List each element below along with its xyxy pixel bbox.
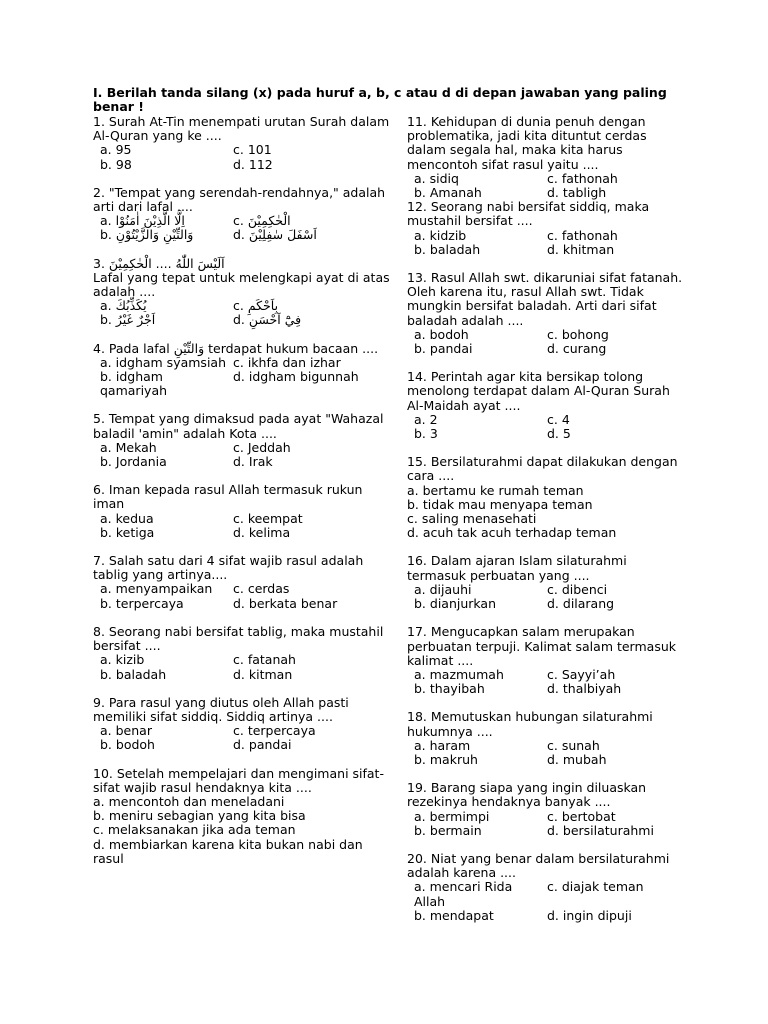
answer-options bbox=[407, 668, 687, 696]
answer-option[interactable]: d. اَسْفَلَ سٰفِلِيْنَ bbox=[233, 227, 317, 243]
answer-option[interactable]: d. فِيْٓ اَحْسَنِ bbox=[233, 312, 302, 328]
answer-option[interactable]: a. mazmumah bbox=[414, 666, 504, 682]
question-item bbox=[407, 852, 687, 923]
answer-option[interactable]: c. fathonah bbox=[547, 227, 618, 243]
answer-option[interactable]: c. saling menasehati bbox=[407, 511, 537, 527]
question-item bbox=[93, 483, 393, 540]
question-item bbox=[407, 710, 687, 767]
answer-options bbox=[93, 582, 393, 610]
answer-option[interactable]: a. bertamu ke rumah teman bbox=[407, 482, 584, 498]
answer-option[interactable]: a. kidzib bbox=[414, 227, 467, 243]
answer-option[interactable]: a. يُكَذِّبُكَ bbox=[100, 298, 147, 314]
answer-option[interactable]: d. kitman bbox=[233, 666, 293, 682]
answer-options bbox=[93, 724, 393, 752]
answer-options bbox=[407, 484, 687, 541]
question-item bbox=[93, 696, 393, 753]
answer-option[interactable]: d. thalbiyah bbox=[547, 681, 622, 697]
answer-option[interactable]: a. dijauhi bbox=[414, 581, 472, 597]
question-item bbox=[93, 412, 393, 469]
answer-option[interactable]: c. dibenci bbox=[547, 581, 608, 597]
answer-option[interactable]: d. tabligh bbox=[547, 185, 607, 201]
question-item bbox=[407, 455, 687, 540]
answer-option[interactable]: a. kedua bbox=[100, 510, 154, 526]
question-stem: 16. Dalam ajaran Islam silaturahmi termasuk perbuatan yang .... bbox=[407, 553, 627, 583]
answer-option[interactable]: d. 5 bbox=[547, 426, 571, 442]
answer-option[interactable]: c. fatanah bbox=[233, 652, 296, 668]
answer-option[interactable]: c. diajak teman bbox=[547, 879, 644, 895]
answer-option[interactable]: b. mendapat bbox=[414, 907, 494, 923]
question-stem: 9. Para rasul yang diutus oleh Allah pasti memiliki sifat siddiq. Siddiq artinya .... bbox=[93, 694, 349, 724]
answer-option[interactable]: b. bermain bbox=[414, 822, 482, 838]
answer-option[interactable]: b. tidak mau menyapa teman bbox=[407, 496, 593, 512]
question-item bbox=[93, 257, 393, 328]
answer-option[interactable]: c. ikhfa dan izhar bbox=[233, 354, 341, 370]
answer-option[interactable]: a. menyampaikan bbox=[100, 581, 213, 597]
question-stem: 2. "Tempat yang serendah-rendahnya," adalah arti dari lafal .... bbox=[93, 184, 386, 215]
question-item bbox=[93, 115, 393, 172]
question-stem: 4. Pada lafal وَالتِّيْنِ terdapat hukum bacaan .... bbox=[93, 340, 379, 356]
question-item bbox=[93, 186, 393, 243]
answer-option[interactable]: c. melaksanakan jika ada teman bbox=[93, 822, 296, 838]
answer-options bbox=[93, 512, 393, 540]
answer-option[interactable]: b. dianjurkan bbox=[414, 596, 497, 612]
answer-option[interactable]: a. 95 bbox=[100, 142, 132, 158]
answer-option[interactable]: d. bersilaturahmi bbox=[547, 822, 654, 838]
answer-option[interactable]: a. bermimpi bbox=[414, 808, 490, 824]
question-item bbox=[407, 271, 687, 356]
right-column bbox=[407, 115, 687, 937]
answer-option[interactable]: c. 101 bbox=[233, 142, 272, 158]
question-item bbox=[407, 200, 687, 257]
answer-option[interactable]: c. cerdas bbox=[233, 581, 290, 597]
question-stem: 6. Iman kepada rasul Allah termasuk rukun iman bbox=[93, 482, 363, 512]
answer-option[interactable]: a. benar bbox=[100, 723, 152, 739]
answer-option[interactable]: c. keempat bbox=[233, 510, 303, 526]
answer-options bbox=[407, 583, 687, 611]
answer-options bbox=[407, 880, 687, 923]
answer-option[interactable]: d. berkata benar bbox=[233, 595, 338, 611]
answer-option[interactable]: b. ketiga bbox=[100, 524, 155, 540]
answer-option[interactable]: b. terpercaya bbox=[100, 595, 184, 611]
answer-option[interactable]: c. bertobat bbox=[547, 808, 616, 824]
answer-option[interactable]: d. kelima bbox=[233, 524, 291, 540]
answer-option[interactable]: a. 2 bbox=[414, 411, 438, 427]
answer-options bbox=[407, 810, 687, 838]
answer-options bbox=[407, 328, 687, 356]
answer-option[interactable]: d. ingin dipuji bbox=[547, 907, 632, 923]
answer-option[interactable]: b. pandai bbox=[414, 341, 473, 357]
answer-option[interactable]: a. idgham syamsiah bbox=[100, 354, 226, 370]
instruction-heading: I. Berilah tanda silang (x) pada huruf a, b, c atau d di depan jawaban yang paling benar ! bbox=[93, 85, 667, 114]
question-stem: 14. Perintah agar kita bersikap tolong menolong terdapat dalam Al-Quran Surah Al-Maidah ayat .... bbox=[407, 369, 670, 413]
answer-option[interactable]: c. Jeddah bbox=[233, 439, 291, 455]
question-stem: 12. Seorang nabi bersifat siddiq, maka mustahil bersifat .... bbox=[407, 199, 650, 229]
answer-option[interactable]: d. 112 bbox=[233, 156, 273, 172]
question-stem: 10. Setelah mempelajari dan mengimani sifat-sifat wajib rasul hendaknya kita .... bbox=[93, 765, 384, 795]
question-stem: 13. Rasul Allah swt. dikaruniai sifat fatanah. Oleh karena itu, rasul Allah swt. Tidak mungkin bersifat baladah. Arti dari sifat baladah adalah .... bbox=[407, 270, 683, 328]
left-column bbox=[93, 115, 393, 880]
answer-option[interactable]: c. sunah bbox=[547, 737, 600, 753]
question-stem: 18. Memutuskan hubungan silaturahmi hukumnya .... bbox=[407, 709, 653, 739]
answer-option[interactable]: d. curang bbox=[547, 341, 607, 357]
question-stem: 11. Kehidupan di dunia penuh dengan problematika, jadi kita dituntut cerdas dalam segala hal, maka kita harus mencontoh sifat rasul yaitu .... bbox=[407, 114, 647, 172]
answer-options bbox=[407, 413, 687, 441]
answer-option[interactable]: b. Amanah bbox=[414, 185, 482, 201]
question-item bbox=[93, 625, 393, 682]
answer-option[interactable]: b. meniru sebagian yang kita bisa bbox=[93, 808, 306, 824]
answer-options bbox=[93, 795, 393, 866]
answer-option[interactable]: c. الْحٰكِمِيْنَ bbox=[233, 213, 291, 229]
answer-option[interactable]: d. Irak bbox=[233, 454, 273, 470]
answer-option[interactable]: c. terpercaya bbox=[233, 723, 316, 739]
answer-option[interactable]: d. mubah bbox=[547, 751, 607, 767]
answer-option[interactable]: d. pandai bbox=[233, 737, 292, 753]
question-item bbox=[407, 625, 687, 696]
answer-option[interactable]: b. makruh bbox=[414, 751, 478, 767]
question-stem: 1. Surah At-Tin menempati urutan Surah dalam Al-Quran yang ke .... bbox=[93, 114, 390, 144]
answer-option[interactable]: d. acuh tak acuh terhadap teman bbox=[407, 525, 617, 541]
answer-options bbox=[93, 299, 393, 327]
answer-options bbox=[407, 172, 687, 200]
answer-options bbox=[407, 229, 687, 257]
answer-option[interactable]: b. bodoh bbox=[100, 737, 155, 753]
question-item bbox=[407, 370, 687, 441]
answer-option[interactable]: d. dilarang bbox=[547, 596, 615, 612]
question-stem: 5. Tempat yang dimaksud pada ayat "Wahazal baladil 'amin" adalah Kota .... bbox=[93, 411, 384, 441]
answer-option[interactable]: b. اَجْرٌ غَيْرُ bbox=[100, 312, 156, 328]
question-item bbox=[407, 554, 687, 611]
answer-option[interactable]: a. mencontoh dan meneladani bbox=[93, 793, 285, 809]
question-item bbox=[407, 115, 687, 200]
answer-option[interactable]: b. baladah bbox=[100, 666, 167, 682]
answer-option[interactable]: d. khitman bbox=[547, 241, 615, 257]
question-stem: 15. Bersilaturahmi dapat dilakukan dengan cara .... bbox=[407, 454, 678, 484]
answer-option[interactable]: b. وَالتِّيْنِ وَالزَّيْتُوْنِ bbox=[100, 227, 194, 243]
question-item bbox=[93, 342, 393, 399]
answer-option[interactable]: c. Sayyi’ah bbox=[547, 666, 616, 682]
question-item bbox=[93, 767, 393, 866]
question-stem: 8. Seorang nabi bersifat tablig, maka mustahil bersifat .... bbox=[93, 623, 384, 654]
answer-option[interactable]: b. 98 bbox=[100, 156, 132, 172]
question-stem: 3. اَلَيْسَ اللّٰهُ .... الْحٰكِمِيْنَ bbox=[93, 255, 225, 271]
question-stem: 19. Barang siapa yang ingin diluaskan rezekinya hendaknya banyak .... bbox=[407, 780, 647, 810]
answer-options bbox=[93, 356, 393, 399]
question-stem: 17. Mengucapkan salam merupakan perbuatan terpuji. Kalimat salam termasuk kalimat .... bbox=[407, 624, 676, 668]
answer-option[interactable]: c. بِاَحْكَمِ bbox=[233, 298, 279, 314]
answer-option[interactable]: d. membiarkan karena kita bukan nabi dan rasul bbox=[93, 836, 363, 866]
answer-option[interactable]: b. idgham qamariyah bbox=[100, 369, 168, 399]
answer-option[interactable]: c. fathonah bbox=[547, 170, 618, 186]
answer-options bbox=[407, 739, 687, 767]
answer-option[interactable]: a. mencari Rida Allah bbox=[414, 879, 513, 909]
answer-option[interactable]: b. Jordania bbox=[100, 454, 167, 470]
question-stem: 20. Niat yang benar dalam bersilaturahmi adalah karena .... bbox=[407, 850, 670, 881]
answer-option[interactable]: a. kizib bbox=[100, 652, 145, 668]
answer-options bbox=[93, 214, 393, 242]
answer-option[interactable]: c. 4 bbox=[547, 411, 570, 427]
answer-option[interactable]: a. bodoh bbox=[414, 326, 469, 342]
answer-option[interactable]: a. Mekah bbox=[100, 439, 157, 455]
question-stem-continued: Lafal yang tepat untuk melengkapi ayat di atas adalah .... bbox=[93, 269, 390, 300]
answer-option[interactable]: c. bohong bbox=[547, 326, 609, 342]
answer-option[interactable]: d. idgham bigunnah bbox=[233, 369, 359, 385]
answer-option[interactable]: b. 3 bbox=[414, 426, 438, 442]
answer-options bbox=[93, 653, 393, 681]
answer-option[interactable]: b. baladah bbox=[414, 241, 481, 257]
answer-options bbox=[93, 441, 393, 469]
answer-options bbox=[93, 143, 393, 171]
question-stem: 7. Salah satu dari 4 sifat wajib rasul adalah tablig yang artinya.... bbox=[93, 553, 364, 583]
answer-option[interactable]: a. sidiq bbox=[414, 170, 459, 186]
question-item bbox=[407, 781, 687, 838]
answer-option[interactable]: a. haram bbox=[414, 737, 471, 753]
answer-option[interactable]: b. thayibah bbox=[414, 681, 485, 697]
question-item bbox=[93, 554, 393, 611]
answer-option[interactable]: a. اِلَّا الَّذِيْنَ اٰمَنُوْا bbox=[100, 213, 185, 229]
